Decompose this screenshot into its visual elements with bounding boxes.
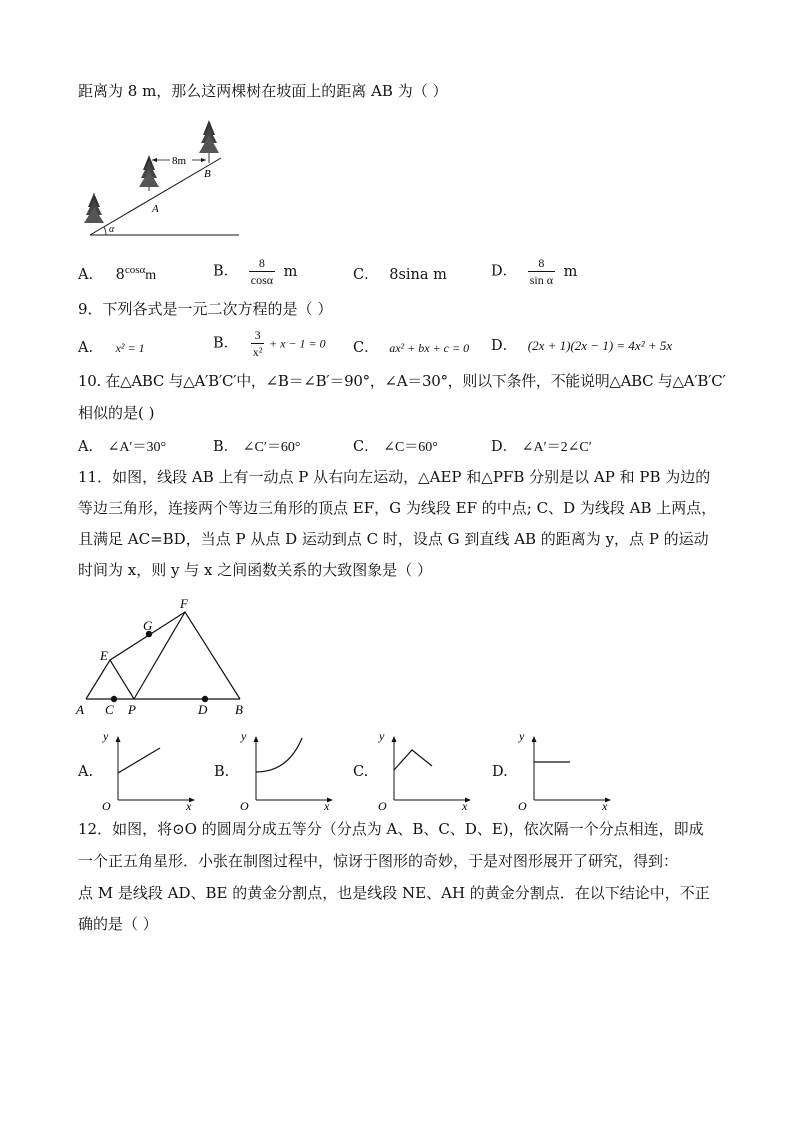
svg-text:x: x — [462, 799, 468, 810]
q11-option-d-graph[interactable] — [514, 728, 614, 810]
label-f: F — [180, 596, 188, 611]
label-a: A — [76, 702, 84, 717]
angle-arc — [104, 227, 106, 235]
label-b: B — [204, 168, 211, 180]
q10-line2: 相似的是( ) — [78, 404, 155, 422]
svg-text:O: O — [378, 799, 387, 810]
q8-option-a[interactable]: A． $8^{cos\alpha}m$ — [78, 264, 157, 283]
label-d: D — [198, 702, 208, 717]
q10-option-a[interactable]: A． ∠A′＝30° — [78, 439, 167, 455]
svg-text:x: x — [602, 799, 608, 810]
q11-triangle-figure — [72, 592, 252, 720]
q10-option-b[interactable]: B． ∠C′＝60° — [213, 439, 301, 455]
q8-slope-figure — [76, 115, 246, 240]
svg-text:y: y — [519, 729, 525, 743]
q12-line2: 一个正五角星形．小张在制图过程中，惊讶于图形的奇妙，于是对图形展开了研究，得到： — [78, 852, 679, 870]
label-e: E — [100, 648, 108, 663]
q8-option-b[interactable]: B． $\frac{8}{\cos\alpha}$ m — [213, 256, 298, 287]
svg-text:x: x — [186, 799, 192, 810]
q11-line2: 等边三角形，连接两个等边三角形的顶点 EF，G 为线段 EF 的中点; C、D 为线段 AB 上两点， — [78, 499, 717, 517]
tree-icon — [199, 120, 219, 163]
q11-line3: 且满足 AC=BD，当点 P 从点 D 运动到点 C 时，设点 G 到直线 AB 的距离为 y，点 P 的运动 — [78, 530, 709, 548]
q12-line3: 点 M 是线段 AD、BE 的黄金分割点，也是线段 NE、AH 的黄金分割点．在以下结论中，不正 — [78, 884, 710, 902]
q11-option-a-letter[interactable]: A. — [78, 764, 94, 780]
q8-intro: 距离为 8 m，那么这两棵树在坡面上的距离 AB 为（ ） — [78, 82, 448, 100]
tree-icon — [84, 193, 104, 223]
q11-option-c-graph[interactable] — [374, 728, 474, 810]
label-a: A — [152, 203, 159, 215]
q9-stem: 9．下列各式是一元二次方程的是（ ） — [78, 300, 333, 318]
q9-option-a[interactable]: A． x² = 1 — [78, 340, 145, 356]
label-c: C — [105, 702, 114, 717]
dist-label: 8m — [172, 155, 187, 167]
q11-option-d-letter[interactable]: D. — [492, 764, 508, 780]
q11-line4: 时间为 x，则 y 与 x 之间函数关系的大致图象是（ ） — [78, 561, 433, 579]
q9-option-b[interactable]: B． $\frac{3}{\text{x²}}$ + x − 1 = 0 — [213, 328, 326, 359]
q11-option-a-graph[interactable] — [98, 728, 198, 810]
q12-line1: 12．如图，将⊙O 的圆周分成五等分（分点为 A、B、C、D、E)，依次隔一个分点相连，即成 — [78, 820, 704, 838]
q8-option-c[interactable]: C． 8sina m — [353, 267, 447, 283]
triangle-aep — [86, 660, 134, 699]
label-p: P — [128, 702, 136, 717]
svg-text:O: O — [240, 799, 249, 810]
q10-option-c[interactable]: C． ∠C＝60° — [353, 439, 438, 455]
svg-text:O: O — [102, 799, 111, 810]
label-b: B — [235, 702, 243, 717]
q9-option-c[interactable]: C． ax² + bx + c = 0 — [353, 340, 470, 356]
q11-option-c-letter[interactable]: C. — [353, 764, 369, 780]
q10-line1: 10. 在△ABC 与△A′B′C′中，∠B＝∠B′＝90°，∠A＝30°，则以下条件，不能说明△ABC 与△A′B′C′ — [78, 372, 726, 390]
alpha-label: α — [109, 224, 115, 235]
svg-text:x: x — [324, 799, 330, 810]
svg-text:y: y — [379, 729, 385, 743]
q12-line4: 确的是（ ） — [78, 915, 158, 933]
svg-text:O: O — [518, 799, 527, 810]
q9-option-d[interactable]: D． (2x + 1)(2x − 1) = 4x² + 5x — [491, 338, 673, 354]
q11-option-b-letter[interactable]: B. — [214, 764, 230, 780]
q11-line1: 11．如图，线段 AB 上有一动点 P 从右向左运动，△AEP 和△PFB 分别是以 AP 和 PB 为边的 — [78, 468, 711, 486]
label-g: G — [143, 618, 153, 633]
svg-text:y: y — [241, 729, 247, 743]
svg-text:y: y — [103, 729, 109, 743]
q11-option-b-graph[interactable] — [236, 728, 336, 810]
q10-option-d[interactable]: D． ∠A′＝2∠C′ — [491, 439, 592, 455]
q8-option-d[interactable]: D． $\frac{8}{\text{sin α}}$ m — [491, 256, 578, 287]
